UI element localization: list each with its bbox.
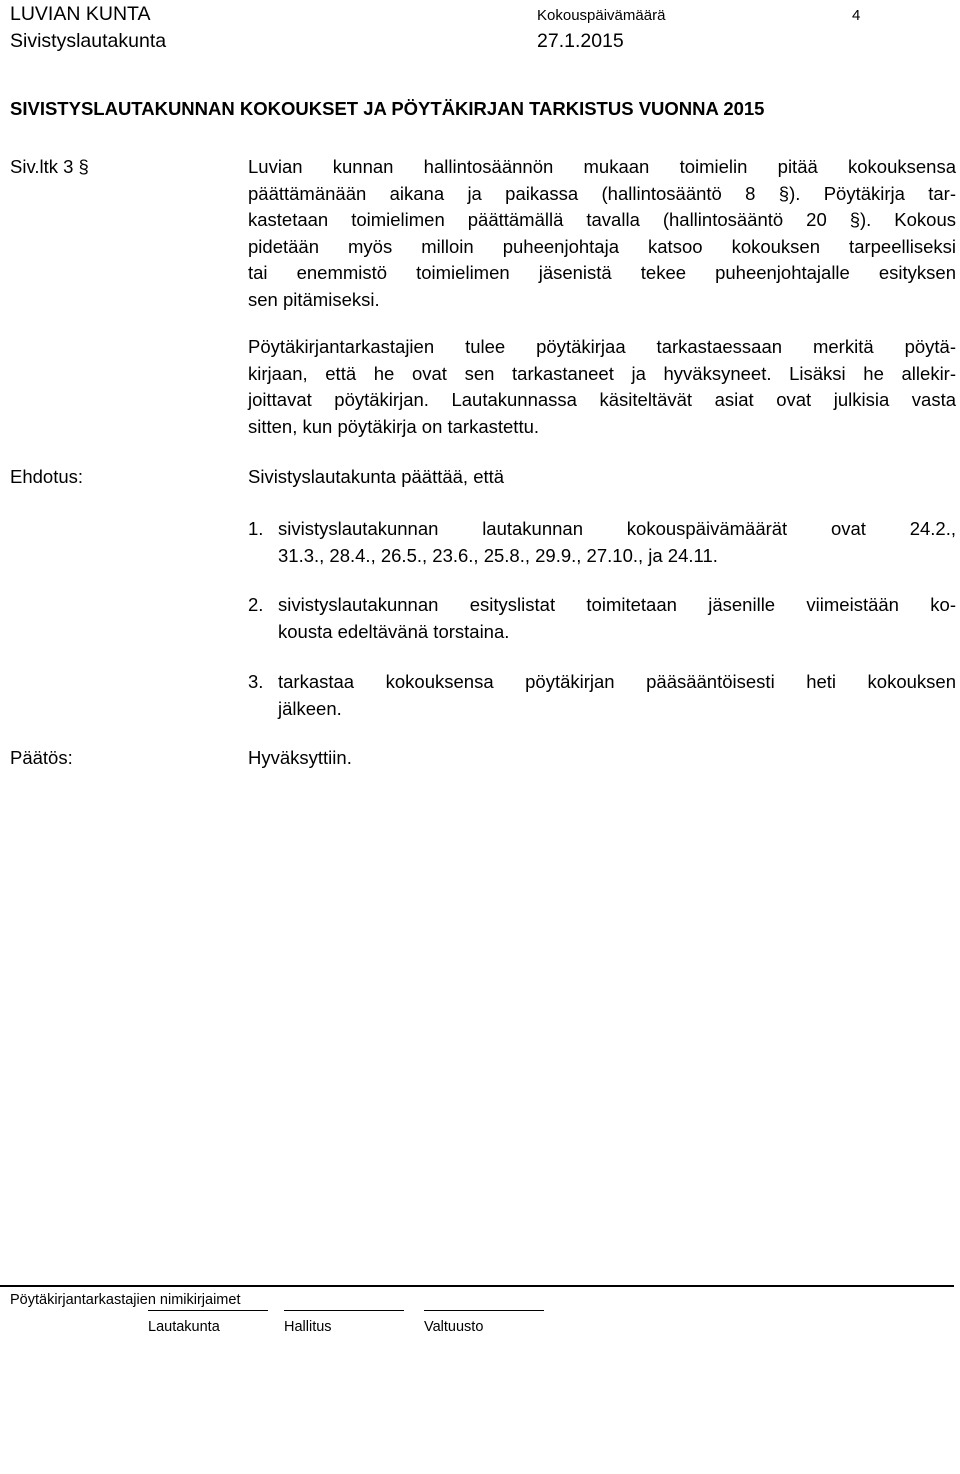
- footer-title: Pöytäkirjantarkastajien nimikirjaimet: [10, 1292, 241, 1308]
- footer-divider: [0, 1285, 954, 1287]
- item-line: 31.3., 28.4., 26.5., 23.6., 25.8., 29.9., 27.10., ja 24.11.: [278, 544, 718, 566]
- paragraph-line: joittavat pöytäkirjan. Lautakunnassa käsiteltävät asiat ovat julkisia vasta: [248, 389, 956, 410]
- footer-column-council: Valtuusto: [424, 1319, 484, 1335]
- paragraph-line: sitten, kun pöytäkirja on tarkastettu.: [248, 415, 540, 437]
- item-number: 3.: [248, 671, 264, 692]
- section-reference: Siv.ltk 3 §: [10, 156, 89, 177]
- page-number: 4: [852, 7, 861, 24]
- paragraph-line: Pöytäkirjantarkastajien tulee pöytäkirjaa tarkastaessaan merkitä pöytä-: [248, 336, 956, 357]
- document-title: SIVISTYSLAUTAKUNNAN KOKOUKSET JA PÖYTÄKIRJAN TARKISTUS VUONNA 2015: [10, 98, 765, 119]
- paragraph-2: [248, 334, 956, 440]
- item-line: sivistyslautakunnan esityslistat toimitetaan jäsenille viimeistään ko-: [278, 594, 956, 615]
- footer-column-board: Lautakunta: [148, 1319, 220, 1335]
- item-number: 1.: [248, 518, 264, 539]
- signature-line: [424, 1310, 544, 1311]
- proposal-label: Ehdotus:: [10, 466, 84, 487]
- board-name: Sivistyslautakunta: [10, 30, 167, 52]
- meeting-date-label: Kokouspäivämäärä: [537, 7, 666, 24]
- meeting-date-value: 27.1.2015: [537, 30, 624, 52]
- paragraph-1: [248, 154, 956, 313]
- municipality-name: LUVIAN KUNTA: [10, 3, 151, 25]
- signature-line: [148, 1310, 268, 1311]
- item-line: tarkastaa kokouksensa pöytäkirjan pääsääntöisesti heti kokouksen: [278, 671, 956, 692]
- paragraph-line: päättämänään aikana ja paikassa (hallintosääntö 8 §). Pöytäkirja tar-: [248, 182, 956, 204]
- item-line: sivistyslautakunnan lautakunnan kokouspäivämäärät ovat 24.2.,: [278, 518, 956, 539]
- paragraph-line: Luvian kunnan hallintosäännön mukaan toimielin pitää kokouksensa: [248, 156, 956, 177]
- decision-text: Hyväksyttiin.: [248, 747, 352, 768]
- item-number: 2.: [248, 594, 264, 615]
- paragraph-line: pidetään myös milloin puheenjohtaja katsoo kokouksen tarpeelliseksi: [248, 235, 956, 257]
- paragraph-line: kirjaan, että he ovat sen tarkastaneet ja hyväksyneet. Lisäksi he allekir-: [248, 362, 956, 384]
- proposal-intro: Sivistyslautakunta päättää, että: [248, 466, 505, 487]
- footer-column-government: Hallitus: [284, 1319, 332, 1335]
- paragraph-line: sen pitämiseksi.: [248, 288, 380, 310]
- paragraph-line: kastetaan toimielimen päättämällä tavalla (hallintosääntö 20 §). Kokous: [248, 209, 956, 230]
- decision-label: Päätös:: [10, 747, 73, 768]
- paragraph-line: tai enemmistö toimielimen jäsenistä tekee puheenjohtajalle esityksen: [248, 262, 956, 283]
- item-line: jälkeen.: [278, 697, 342, 719]
- signature-line: [284, 1310, 404, 1311]
- item-line: kousta edeltävänä torstaina.: [278, 620, 510, 642]
